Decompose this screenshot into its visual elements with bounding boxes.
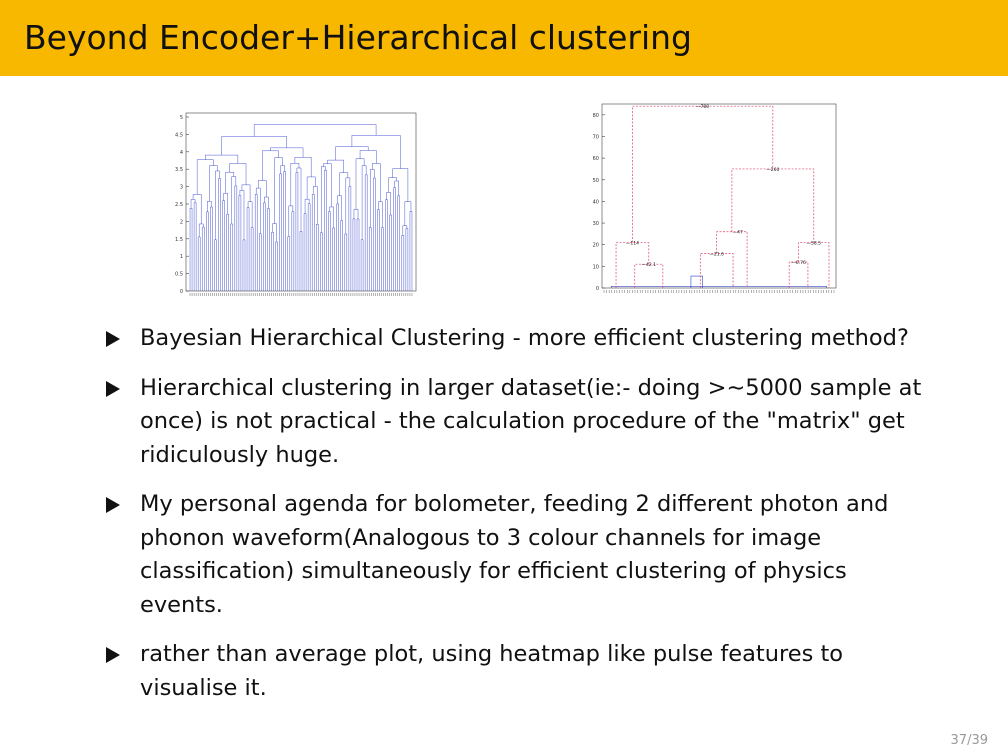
dendrogram-link — [247, 208, 249, 291]
dendrogram-link — [373, 178, 375, 291]
triangle-bullet-icon — [106, 331, 120, 347]
dendrogram-link — [308, 204, 310, 291]
dendrogram-link — [295, 157, 311, 177]
dendrogram-link — [276, 242, 278, 291]
dendrogram-link — [333, 228, 335, 291]
dendrogram-link — [256, 188, 260, 234]
dendrogram-link — [321, 167, 325, 233]
dendrogram-link — [206, 212, 208, 291]
y-tick-label: 60 — [592, 156, 599, 163]
dendrogram-link — [272, 224, 276, 242]
dendrogram-link — [191, 199, 195, 208]
dendrogram-link — [378, 202, 382, 228]
dendrogram-link — [224, 193, 228, 214]
dendrogram-right — [588, 100, 840, 300]
dendrogram-link — [254, 124, 376, 136]
y-tick-label: 2 — [179, 219, 183, 226]
dendrogram-link — [205, 155, 238, 163]
dendrogram-left — [170, 105, 420, 300]
dendrogram-link — [242, 185, 250, 202]
dendrogram-link — [199, 224, 203, 237]
dendrogram-link — [398, 196, 400, 291]
dendrogram-link — [235, 186, 237, 291]
dendrogram-link — [207, 201, 211, 211]
dendrogram-link — [324, 170, 326, 291]
dendrogram-link — [393, 169, 408, 202]
dendrogram-link — [198, 237, 200, 291]
dendrogram-link — [202, 227, 204, 291]
dendrogram-link — [394, 188, 396, 291]
dendrogram-right-svg — [588, 100, 840, 300]
y-tick-label: 0 — [595, 286, 599, 292]
dendrogram-link — [190, 208, 192, 291]
bullet-text: Bayesian Hierarchical Clustering - more efficient clustering method? — [140, 325, 909, 351]
bullet-text: rather than average plot, using heatmap like pulse features to visualise it. — [140, 641, 844, 701]
node-label: —42.1 — [641, 263, 657, 269]
page-number: 37/39 — [950, 733, 988, 748]
node-label: —260 — [766, 167, 780, 173]
bullet-text: My personal agenda for bolometer, feeding 2 different photon and phonon waveform(Analogous to 3 colour channels for image classification) simultaneously for efficient clustering of physics events. — [140, 491, 889, 618]
dendrogram-link — [227, 214, 229, 291]
y-tick-label: 80 — [592, 112, 599, 119]
dendrogram-link — [360, 150, 376, 163]
dendrogram-link — [194, 203, 196, 291]
y-tick-label: 10 — [592, 264, 599, 271]
dendrogram-link — [320, 233, 322, 291]
dendrogram-link — [330, 207, 334, 228]
dendrogram-link — [312, 194, 314, 291]
dendrogram-link — [251, 228, 253, 291]
dendrogram-link — [336, 147, 369, 161]
slide-title: Beyond Encoder+Hierarchical clustering — [24, 18, 693, 57]
dendrogram-link — [284, 172, 286, 291]
dendrogram-link — [197, 160, 213, 195]
node-label: —114 — [625, 241, 639, 247]
dendrogram-link — [305, 199, 309, 213]
node-label: —21.6 — [709, 252, 724, 258]
triangle-bullet-icon — [106, 497, 120, 513]
bullet-item — [104, 638, 934, 705]
dendrogram-link — [700, 253, 733, 288]
dendrogram-link — [232, 177, 236, 224]
dendrogram-link — [231, 224, 233, 291]
dendrogram-link — [337, 204, 339, 291]
dendrogram-link — [327, 160, 343, 172]
y-tick-label: 1 — [179, 254, 183, 261]
dendrogram-link — [354, 209, 358, 219]
dendrogram-link — [297, 168, 301, 231]
dendrogram-link — [341, 220, 343, 291]
dendrogram-link — [210, 207, 212, 291]
y-tick-label: 2.5 — [175, 202, 183, 208]
dendrogram-link — [289, 206, 293, 237]
dendrogram-link — [223, 201, 225, 291]
y-tick-label: 5 — [179, 115, 183, 121]
dendrogram-link — [390, 215, 392, 291]
dendrogram-link — [313, 186, 317, 224]
dendrogram-link — [258, 181, 266, 197]
dendrogram-link — [356, 159, 364, 210]
triangle-bullet-icon — [106, 647, 120, 663]
dendrogram-link — [357, 219, 359, 291]
dendrogram-link — [349, 187, 351, 291]
node-label: —780 — [696, 105, 710, 111]
title-bar — [0, 0, 1008, 76]
bullet-item — [104, 488, 934, 622]
dendrogram-link — [346, 178, 350, 234]
dendrogram-link — [296, 173, 298, 291]
node-label: —47 — [732, 230, 743, 236]
dendrogram-link — [255, 194, 257, 291]
dendrogram-link — [281, 166, 285, 174]
dendrogram-link — [300, 231, 302, 291]
node-label: —6.76 — [791, 261, 806, 267]
bullet-list — [104, 322, 934, 721]
dendrogram-link — [338, 196, 342, 221]
y-tick-label: 40 — [592, 199, 599, 206]
dendrogram-link — [280, 174, 282, 291]
dendrogram-link — [365, 175, 367, 291]
dendrogram-link — [369, 227, 371, 291]
y-tick-label: 70 — [592, 134, 599, 141]
dendrogram-link — [259, 234, 261, 291]
dendrogram-link — [387, 192, 391, 215]
dendrogram-link — [395, 181, 399, 196]
dendrogram-left-svg — [170, 105, 420, 300]
node-label: —58.5 — [806, 241, 822, 247]
dendrogram-link — [316, 224, 318, 291]
y-tick-label: 3 — [179, 184, 183, 191]
dendrogram-link — [361, 240, 363, 291]
dendrogram-link — [288, 237, 290, 291]
y-tick-label: 0 — [179, 289, 183, 295]
dendrogram-link — [271, 232, 273, 291]
dendrogram-link — [226, 172, 234, 193]
bullet-text: Hierarchical clustering in larger dataset(ie:- doing >∼5000 sample at once) is not practical - the calculation procedure of the "matrix" get ridiculously huge. — [140, 374, 922, 468]
dendrogram-link — [304, 214, 306, 291]
dendrogram-link — [406, 229, 408, 291]
dendrogram-link — [377, 210, 379, 291]
dendrogram-link — [219, 178, 221, 291]
dendrogram-link — [381, 228, 383, 291]
dendrogram-link — [230, 163, 246, 184]
dendrogram-link — [340, 173, 348, 196]
dendrogram-link — [362, 166, 366, 240]
dendrogram-link — [222, 136, 287, 155]
y-tick-label: 20 — [592, 242, 599, 249]
y-tick-label: 1.5 — [175, 236, 183, 243]
y-tick-label: 50 — [592, 177, 599, 184]
dendrogram-link — [410, 211, 412, 291]
dendrogram-link — [239, 195, 241, 291]
dendrogram-link — [262, 151, 278, 181]
y-tick-label: 4.5 — [175, 132, 183, 139]
dendrogram-link — [345, 234, 347, 291]
dendrogram-link — [263, 203, 265, 291]
dendrogram-link — [403, 226, 407, 236]
bullet-item — [104, 372, 934, 473]
dendrogram-link — [353, 219, 355, 291]
dendrogram-link — [292, 212, 294, 291]
dendrogram-link — [240, 190, 244, 240]
y-tick-label: 30 — [592, 221, 599, 228]
dendrogram-link — [328, 212, 330, 291]
dendrogram-link — [248, 202, 252, 228]
dendrogram-link — [632, 106, 772, 242]
y-tick-label: 3.5 — [175, 167, 183, 174]
dendrogram-link — [717, 232, 747, 288]
dendrogram-link — [215, 171, 219, 240]
dendrogram-link — [270, 148, 303, 157]
dendrogram-link — [402, 235, 404, 291]
dendrogram-link — [214, 240, 216, 291]
bullet-item — [104, 322, 934, 356]
triangle-bullet-icon — [106, 381, 120, 397]
dendrogram-link — [243, 240, 245, 291]
y-tick-label: 0.5 — [175, 271, 183, 278]
y-tick-label: 4 — [179, 149, 183, 156]
dendrogram-link — [386, 200, 388, 291]
dendrogram-link — [267, 208, 269, 291]
